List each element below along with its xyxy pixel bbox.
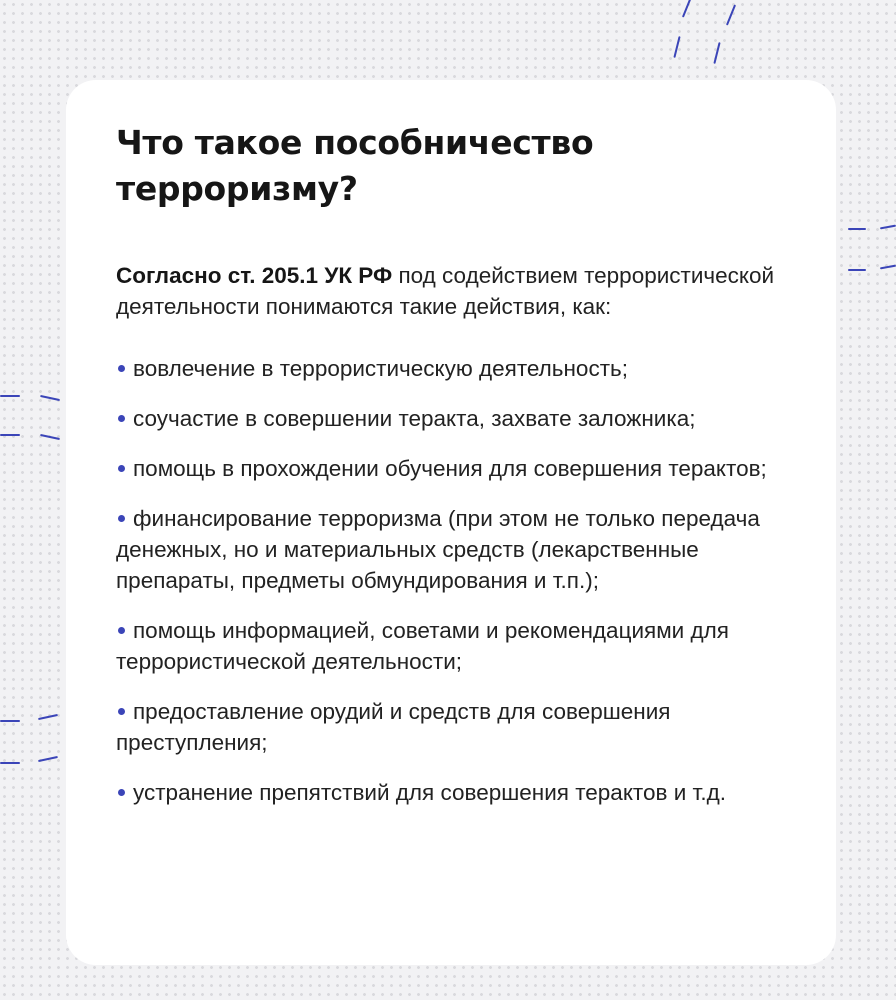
bullet-icon [118,415,125,422]
intro-paragraph [116,260,784,322]
law-reference: Согласно ст. 205.1 УК РФ [116,263,393,288]
list-item: устранение препятствий для совершения терактов и т.д. [116,777,784,808]
decorative-dash [0,395,20,397]
bullet-icon [118,789,125,796]
bullet-icon [118,708,125,715]
page-title: Что такое пособничество терроризму? [116,123,594,208]
decorative-dash [40,434,60,440]
decorative-dash [848,228,866,230]
list-item: соучастие в совершении теракта, захвате заложника; [116,403,784,434]
content-card [66,80,836,965]
list-item: помощь информацией, советами и рекомендациями для террористической деятельности; [116,618,729,674]
decorative-dash [848,269,866,271]
decorative-dash [38,714,58,720]
bullet-icon [118,627,125,634]
list-item: предоставление орудий и средств для совершения преступления; [116,699,671,755]
list-item: вовлечение в террористическую деятельность; [116,353,784,384]
decorative-dash [40,395,60,401]
decorative-dash [713,42,720,64]
bullet-icon [118,365,125,372]
decorative-dash [880,265,896,270]
list-item: помощь в прохождении обучения для совершения терактов; [116,453,784,484]
decorative-dash [0,762,20,764]
decorative-dash [726,4,736,25]
list-item: финансирование терроризма (при этом не только передача денежных, но и материальных средств (лекарственные препараты, предметы обмундирования и т.п.); [116,506,760,593]
decorative-dash [682,0,692,18]
decorative-dash [0,720,20,722]
bullet-icon [118,465,125,472]
decorative-dash [0,434,20,436]
decorative-dash [673,36,680,58]
bullet-icon [118,515,125,522]
decorative-dash [38,756,58,762]
actions-list [116,353,784,808]
decorative-dash [880,225,896,230]
intro-text: под содействием террористической деятельности понимаются такие действия, как: [116,263,775,319]
